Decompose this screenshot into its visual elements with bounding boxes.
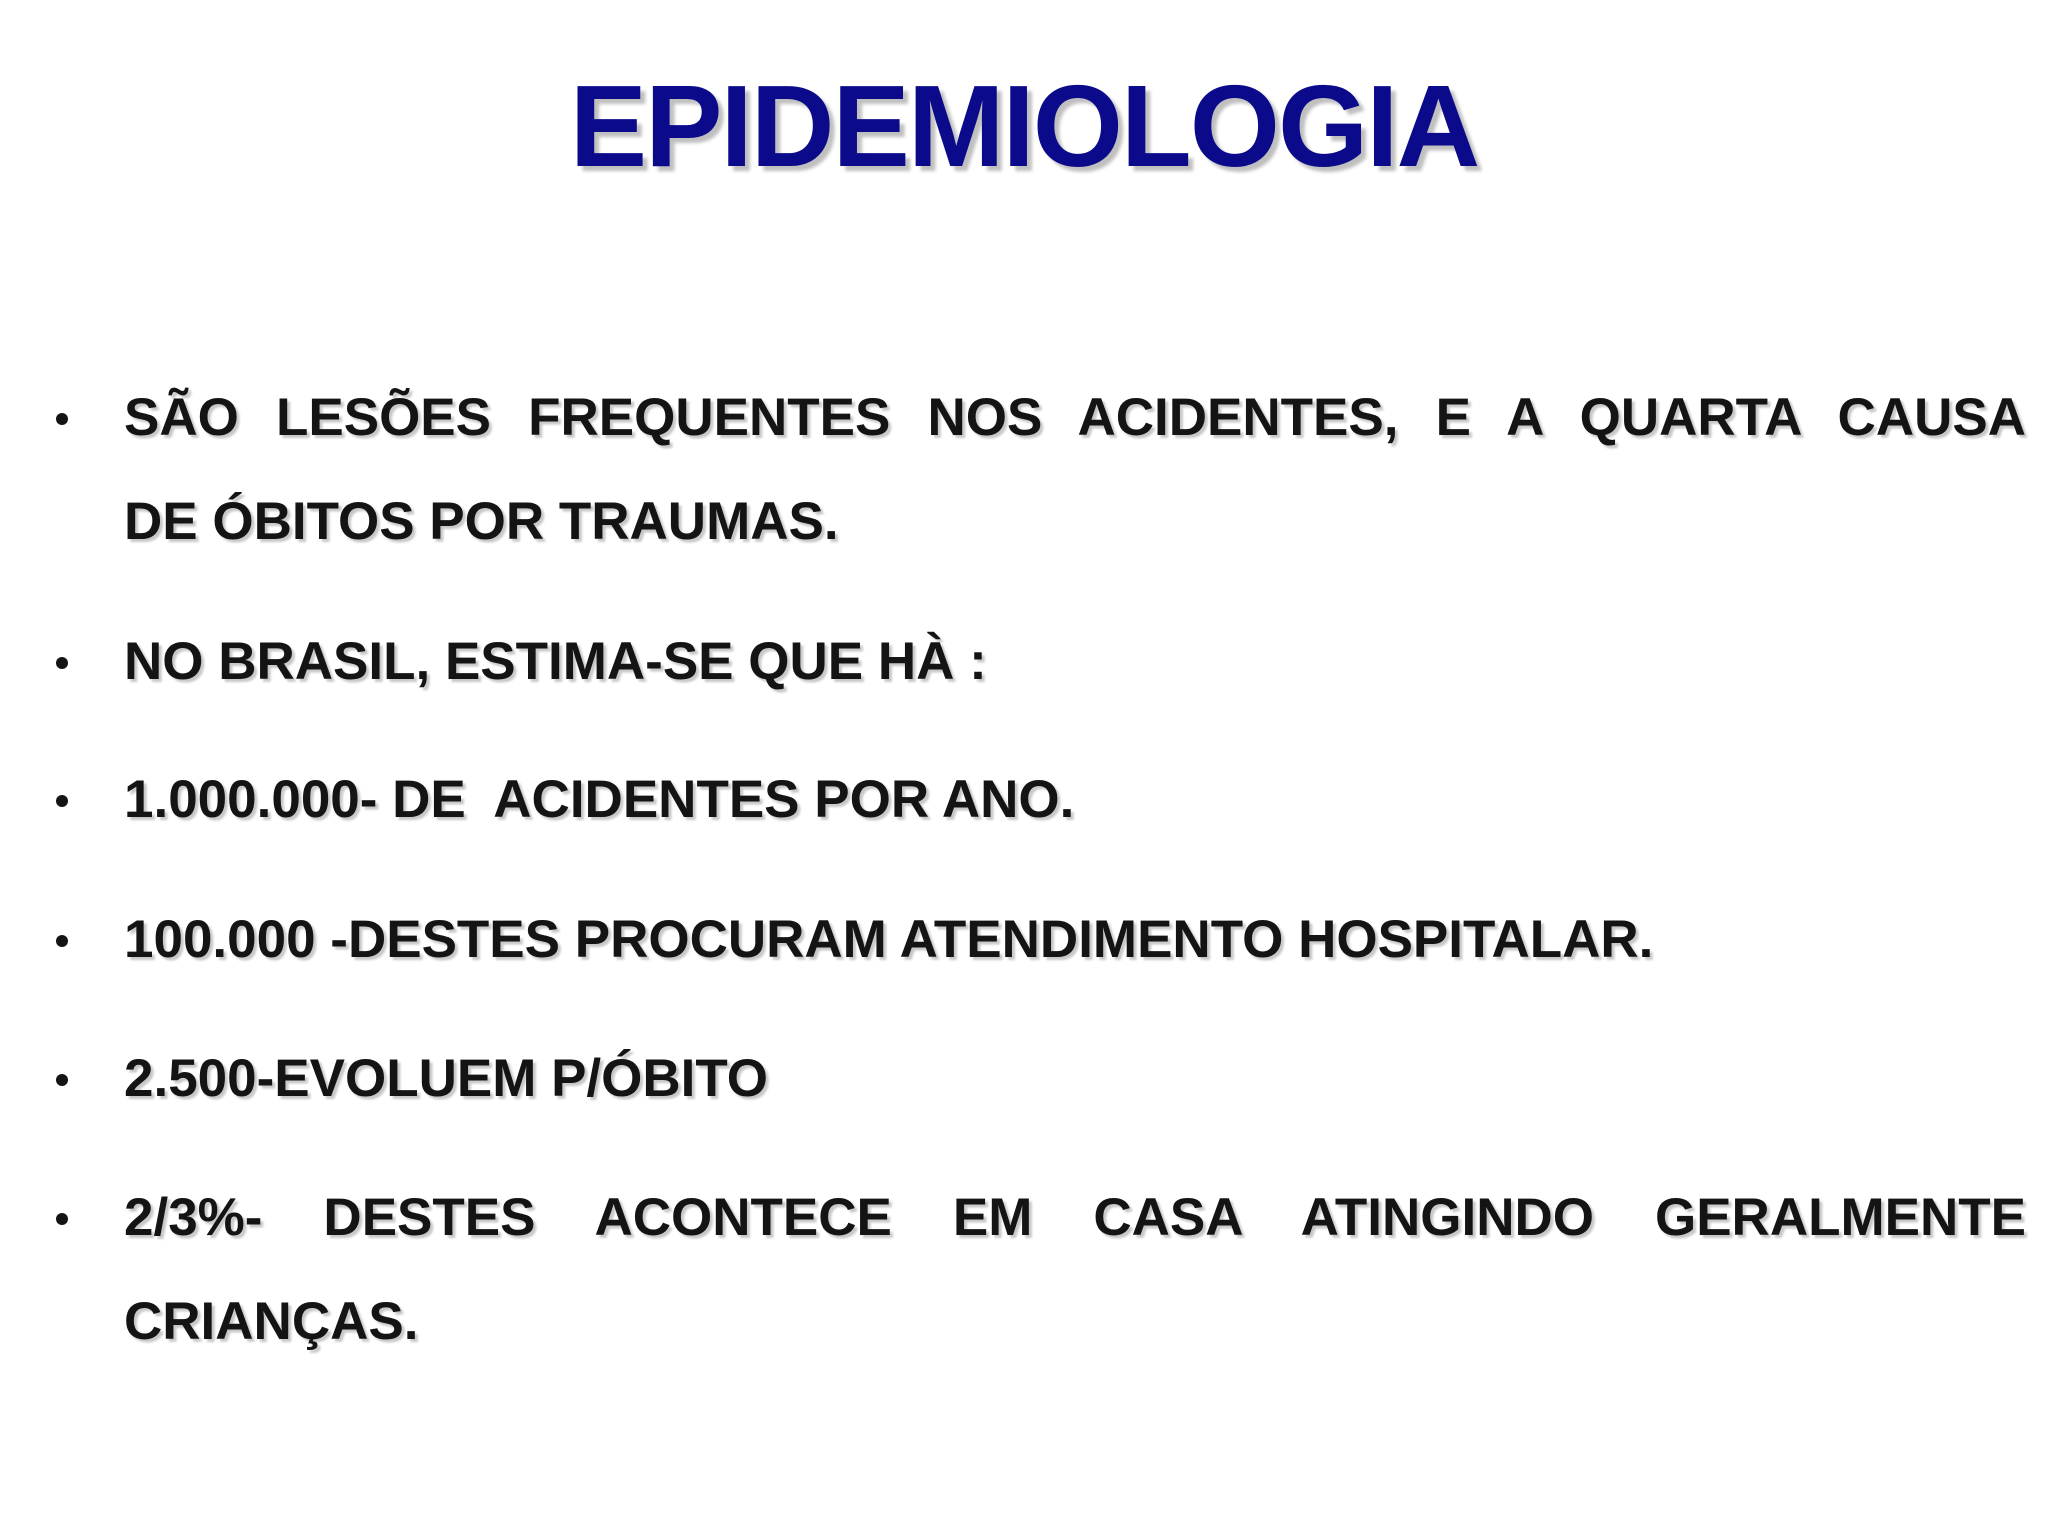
bullet-item-casa	[124, 1166, 2026, 1374]
bullet-dot-icon	[56, 413, 68, 425]
bullet-text-line-1: 2/3%- DESTES ACONTECE EM CASA ATINGINDO GERALMENTE	[124, 1188, 2026, 1247]
bullet-item-brasil	[124, 610, 2026, 714]
bullet-text-line-2: DE ÓBITOS POR TRAUMAS.	[124, 492, 839, 551]
bullet-dot-icon	[56, 1213, 68, 1225]
bullet-dot-icon	[56, 657, 68, 669]
bullet-text: NO BRASIL, ESTIMA-SE QUE HÀ :	[124, 632, 987, 691]
bullet-text: 2.500-EVOLUEM P/ÓBITO	[124, 1049, 769, 1108]
bullet-text-line-2: CRIANÇAS.	[124, 1292, 419, 1351]
slide-title: EPIDEMIOLOGIA	[569, 61, 1479, 191]
bullet-dot-icon	[56, 1074, 68, 1086]
bullet-text-line-1: SÃO LESÕES FREQUENTES NOS ACIDENTES, E A QUARTA CAUSA	[124, 388, 2026, 447]
bullet-dot-icon	[56, 795, 68, 807]
bullet-text: 1.000.000- DE ACIDENTES POR ANO.	[124, 770, 1075, 829]
bullet-text: 100.000 -DESTES PROCURAM ATENDIMENTO HOSPITALAR.	[124, 910, 1654, 969]
bullet-item-lesoes	[124, 366, 2026, 574]
bullet-item-atendimento	[124, 888, 2026, 992]
bullet-item-obito	[124, 1027, 2026, 1131]
bullet-dot-icon	[56, 935, 68, 947]
bullet-item-acidentes-ano	[124, 748, 2026, 852]
